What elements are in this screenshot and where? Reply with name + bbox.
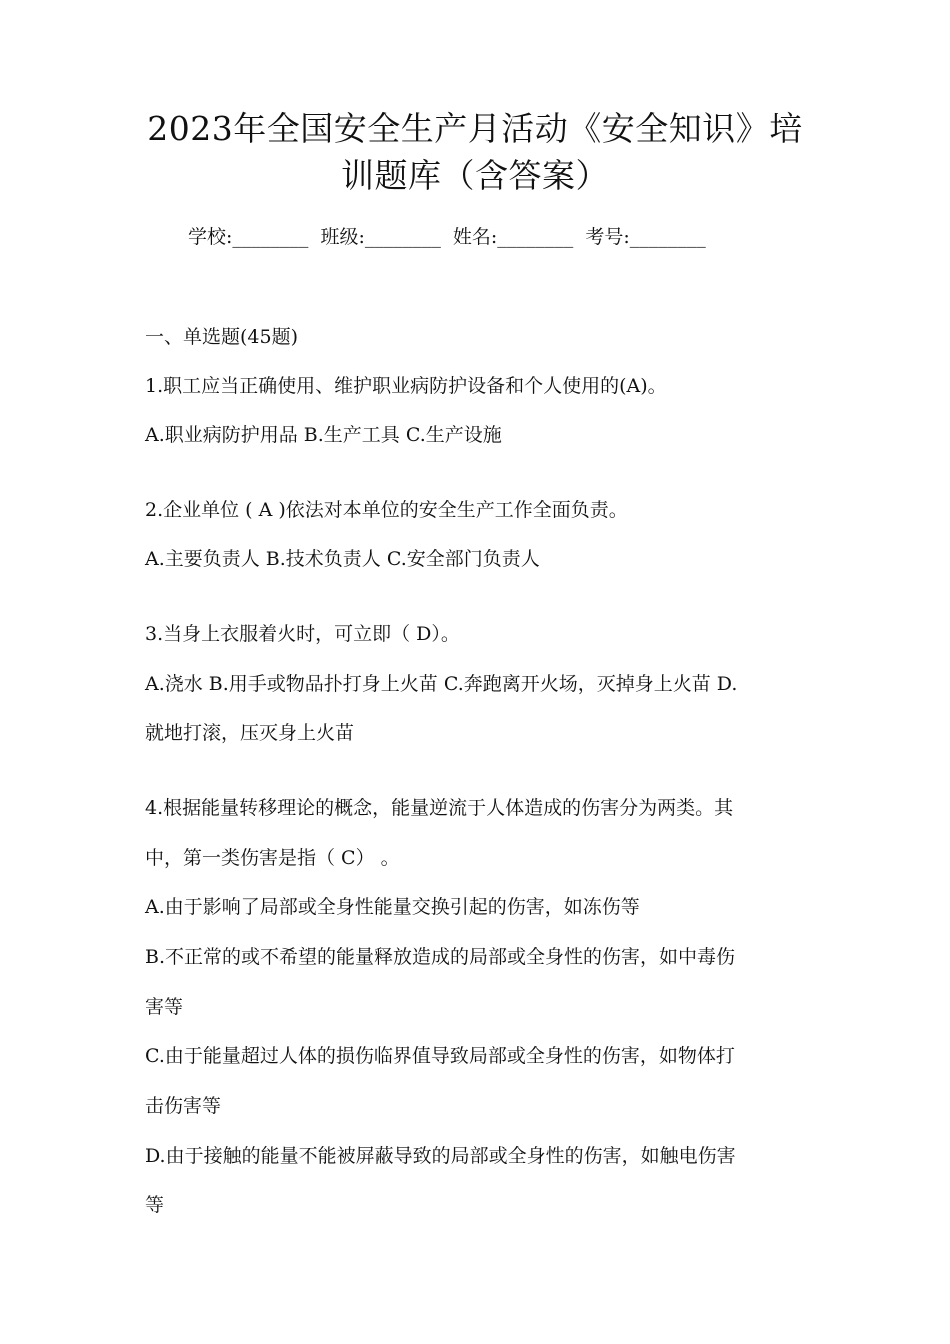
class-field: 班级:________ [320,226,441,248]
question-4-option-b-line-1: B.不正常的或不希望的能量释放造成的局部或全身性的伤害，如中毒伤 [145,946,736,968]
question-4-option-d-line-1: D.由于接触的能量不能被屏蔽导致的局部或全身性的伤害，如触电伤害 [145,1145,736,1167]
question-1-options: A.职业病防护用品 B.生产工具 C.生产设施 [145,424,502,446]
student-info-row [188,222,712,252]
question-4-option-b-line-2: 害等 [145,996,184,1018]
section-heading: 一、单选题(45题) [145,326,299,348]
school-field: 学校:________ [188,226,309,248]
question-4-stem-line-2: 中，第一类伤害是指（ C） 。 [145,847,400,869]
question-2-options: A.主要负责人 B.技术负责人 C.安全部门负责人 [145,548,540,570]
question-3-options-line-2: 就地打滚，压灭身上火苗 [145,722,355,744]
exam-number-field: 考号:________ [585,226,706,248]
question-3-options-line-1: A.浇水 B.用手或物品扑打身上火苗 C.奔跑离开火场，灭掉身上火苗 D. [145,673,738,695]
document-title-line-1: 2023年全国安全生产月活动《安全知识》培 [147,109,803,148]
question-2-stem: 2.企业单位 ( A )依法对本单位的安全生产工作全面负责。 [145,499,628,521]
question-4-option-c-line-1: C.由于能量超过人体的损伤临界值导致局部或全身性的伤害，如物体打 [145,1045,735,1067]
question-1-stem: 1.职工应当正确使用、维护职业病防护设备和个人使用的(A)。 [145,375,667,397]
question-4-option-d-line-2: 等 [145,1194,165,1216]
question-4-option-c-line-2: 击伤害等 [145,1095,222,1117]
question-3-stem: 3.当身上衣服着火时，可立即（ D）。 [145,623,460,645]
name-field: 姓名:________ [452,226,574,248]
question-4-stem-line-1: 4.根据能量转移理论的概念，能量逆流于人体造成的伤害分为两类。其 [145,797,734,819]
document-title-line-2: 训题库（含答案） [341,156,609,195]
question-4-option-a: A.由于影响了局部或全身性能量交换引起的伤害，如冻伤等 [145,896,640,918]
